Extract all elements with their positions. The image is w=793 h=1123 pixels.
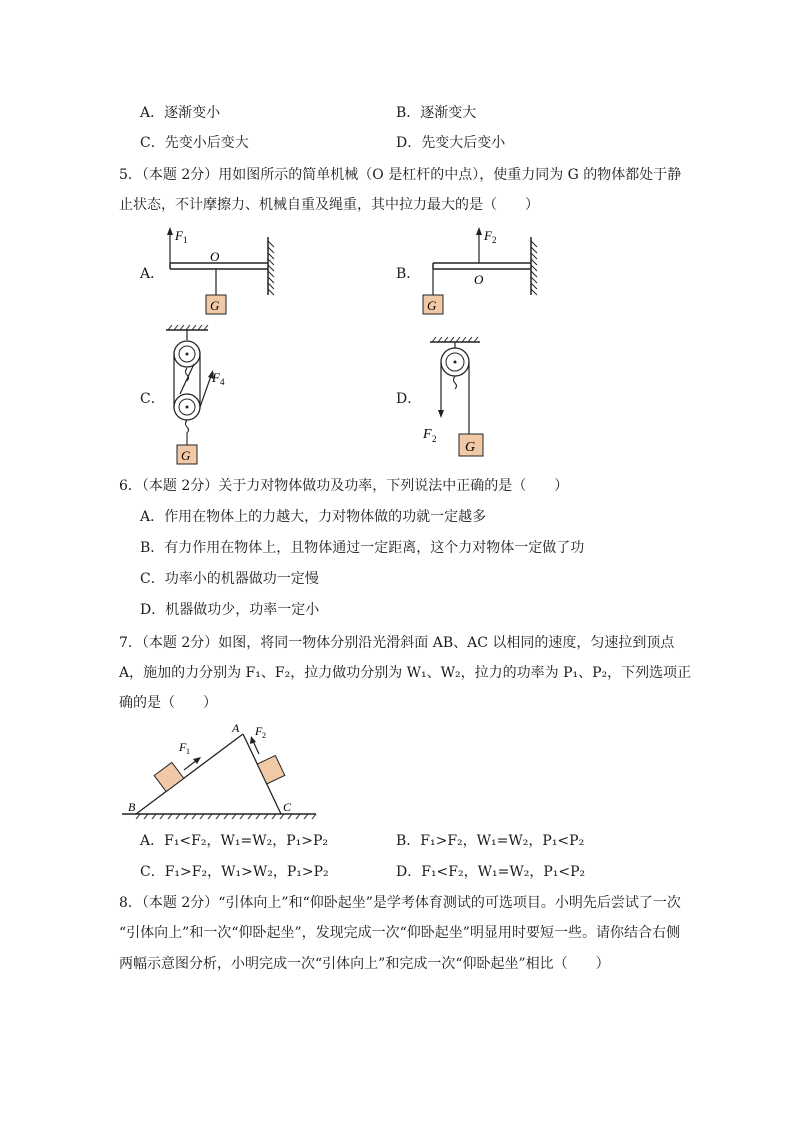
vertex-label-c: C [283,800,292,814]
q7-option-c: C．F₁>F₂，W₁>W₂，P₁>P₂ [140,864,329,880]
q5-label-b: B． [396,266,421,282]
q8-stem-line2: “引体向上”和一次“仰卧起坐”，发现完成一次“仰卧起坐”明显用时要短一些。请你结合右侧 [119,925,680,941]
q7-figure-inclines [118,718,323,823]
weight-label: G [210,298,220,313]
q8-stem-line3: 两幅示意图分析，小明完成一次“引体向上”和完成一次“仰卧起坐”相比（ ） [119,956,610,972]
hook [186,420,189,445]
vertex-label-a: A [232,721,240,735]
q6-option-a: A．作用在物体上的力越大，力对物体做的功就一定越多 [140,509,487,525]
force-arrow [200,376,211,407]
q5-label-a: A． [140,266,165,282]
force-label: F [175,228,183,243]
force-subscript: 1 [183,235,188,245]
q4-option-a: A．逐渐变小 [140,105,221,121]
q5-stem-line2: 止状态，不计摩擦力、机械自重及绳重，其中拉力最大的是（ ） [119,197,539,213]
q4-option-b: B．逐渐变大 [396,105,477,121]
q6-option-c: C．功率小的机器做功一定慢 [140,571,319,587]
force-label: F [212,370,220,385]
q5-label-c: C． [140,391,165,407]
weight-label: G [181,448,191,463]
q5-label-d: D． [396,391,422,407]
q6-option-d: D．机器做功少，功率一定小 [140,602,320,618]
force-subscript: 2 [492,235,497,245]
force-label-f2: F [255,724,263,738]
q5-figure-b-lever [418,225,543,320]
force-label: F [484,228,492,243]
incline-ab [136,734,243,814]
q5-stem-line1: 5．（本题 2分）用如图所示的简单机械（O 是杠杆的中点），使重力同为 G 的物体都处于静 [119,167,682,183]
vertex-label-b: B [128,800,136,814]
q7-stem-line1: 7．（本题 2分）如图，将同一物体分别沿光滑斜面 AB、AC 以相同的速度，匀速拉到顶点 [119,635,675,651]
q4-option-c: C．先变小后变大 [140,135,249,151]
q5-figure-c-pulley [160,322,240,467]
pivot-label: O [210,249,220,264]
q7-option-a: A．F₁<F₂，W₁=W₂，P₁>P₂ [140,833,329,849]
q7-option-d: D．F₁<F₂，W₁=W₂，P₁<P₂ [396,864,586,880]
q6-option-b: B．有力作用在物体上，且物体通过一定距离，这个力对物体一定做了功 [140,540,585,556]
pivot-label: O [474,272,484,287]
force-label-f1: F [179,740,187,754]
force-label: F [423,427,432,442]
q7-stem-line3: 确的是（ ） [119,695,217,711]
force-arrow-f2 [253,741,259,754]
q5-figure-d-pulley [418,334,503,462]
force-subscript: 2 [432,434,437,444]
q7-stem-line2: A，施加的力分别为 F₁、F₂，拉力做功分别为 W₁、W₂，拉力的功率为 P₁、P₂，下列选项正 [119,665,692,681]
wall-hatch [531,241,537,295]
force-subscript-f2: 2 [262,731,266,740]
force-subscript-f1: 1 [186,747,190,756]
block-on-ab [154,762,184,791]
q7-option-b: B．F₁>F₂，W₁=W₂，P₁<P₂ [396,833,585,849]
block-on-ac [257,755,285,783]
q4-option-d: D．先变大后变小 [396,135,506,151]
q6-stem: 6．（本题 2分）关于力对物体做功及功率，下列说法中正确的是（ ） [119,478,569,494]
weight-label: G [427,298,437,313]
wall-hatch [268,241,274,295]
weight-label: G [465,440,476,455]
force-subscript: 4 [220,377,225,387]
hook [454,376,457,389]
q5-figure-a-lever [160,225,285,320]
q8-stem-line1: 8．（本题 2分）“引体向上”和“仰卧起坐”是学考体育测试的可选项目。小明先后尝试了一次 [119,895,681,911]
